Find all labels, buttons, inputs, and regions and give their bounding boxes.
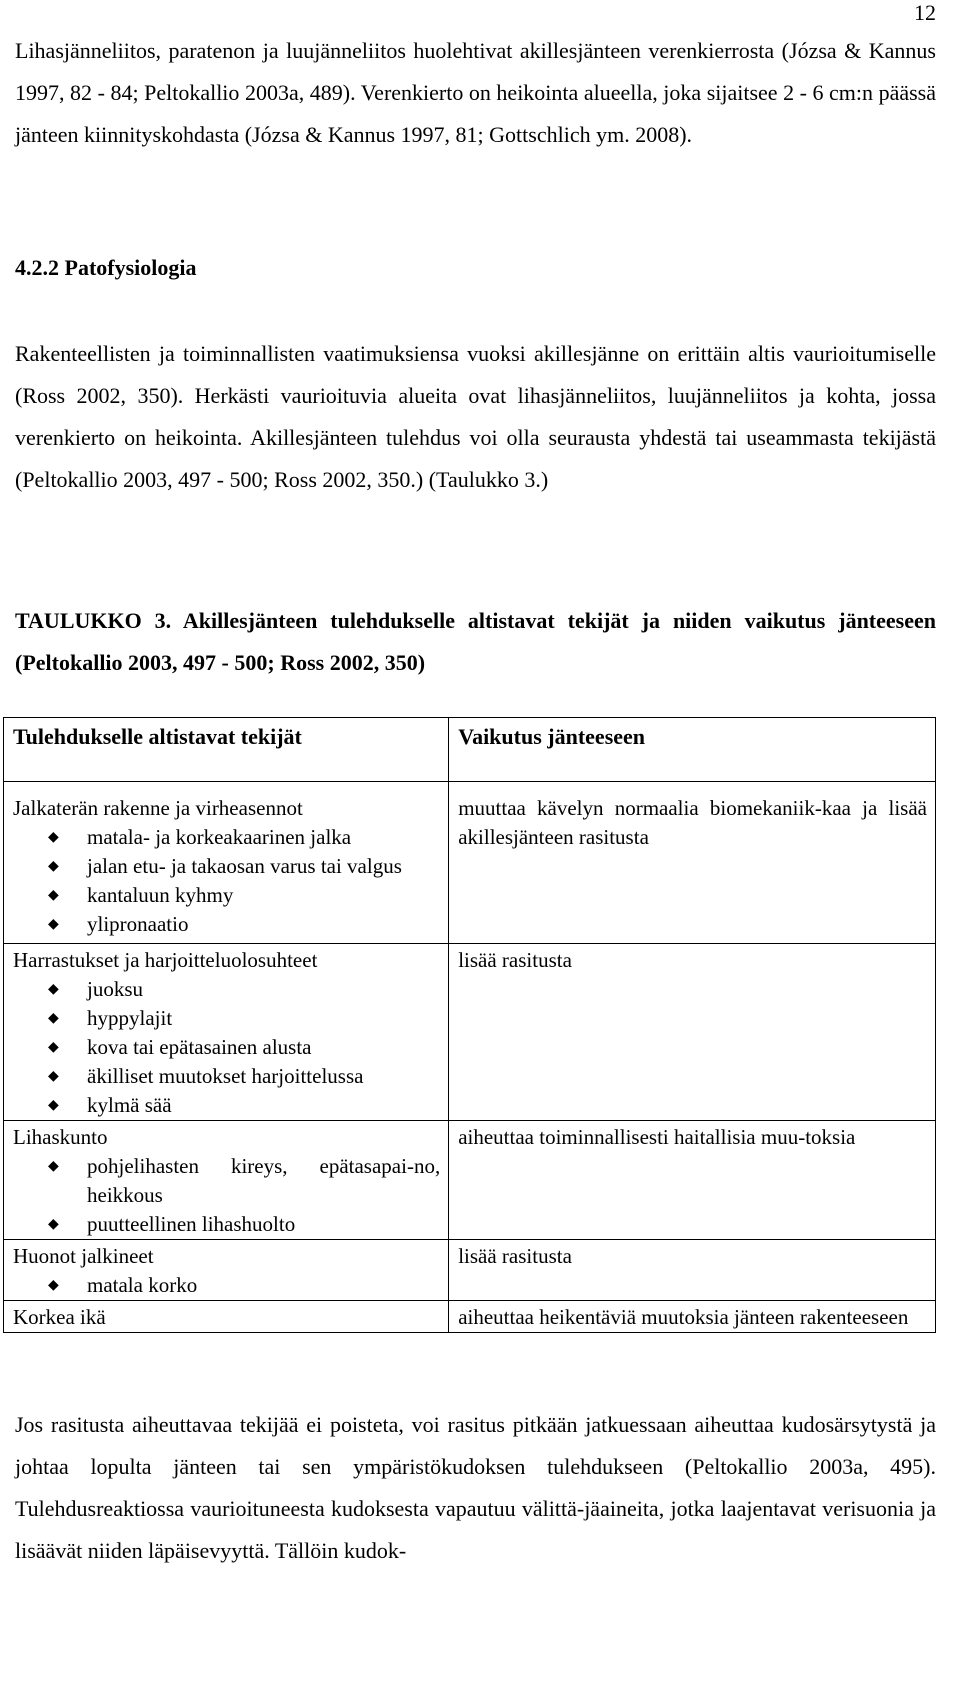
list-item-text: pohjelihasten kireys, epätasapai-no, heikkous — [87, 1154, 441, 1207]
factor-cell — [4, 782, 449, 944]
table-header-row — [4, 718, 936, 782]
effect-text: aiheuttaa heikentäviä muutoksia jänteen rakenteeseen — [458, 1305, 909, 1329]
table-row — [4, 1240, 936, 1301]
effect-cell — [449, 782, 936, 944]
risk-factor-table — [3, 717, 936, 1333]
table-row — [4, 782, 936, 944]
list-item-text: matala- ja korkeakaarinen jalka — [87, 825, 352, 849]
table-caption: TAULUKKO 3. Akillesjänteen tulehdukselle altistavat tekijät ja niiden vaikutus jänteeseen (Peltokallio 2003, 497 - 500; Ross 2002, 350) — [15, 608, 936, 675]
diamond-bullet-icon: ◆ — [48, 1011, 59, 1026]
diamond-bullet-icon: ◆ — [48, 1278, 59, 1293]
list-item — [13, 1062, 440, 1091]
factor-cell — [4, 944, 449, 1121]
effect-cell — [449, 1301, 936, 1333]
diamond-bullet-icon: ◆ — [48, 1159, 59, 1174]
section-heading: 4.2.2 Patofysiologia — [15, 255, 197, 280]
list-item-text: hyppylajit — [87, 1006, 173, 1030]
table-row — [4, 1121, 936, 1240]
factor-title: Korkea ikä — [13, 1305, 106, 1329]
factor-cell — [4, 1121, 449, 1240]
paragraph-blood-supply: Lihasjänneliitos, paratenon ja luujänneliitos huolehtivat akillesjänteen verenkierrosta (Józsa & Kannus 1997, 82 - 84; Peltokallio 2003a, 489). Verenkierto on heikointa alueella, joka sijaitsee 2 - 6 cm:n päässä jänteen kiinnityskohdasta (Józsa & Kannus 1997, 81; Gottschlich ym. 2008). — [15, 38, 936, 147]
factor-title: Harrastukset ja harjoitteluolosuhteet — [13, 948, 318, 972]
factor-title: Jalkaterän rakenne ja virheasennot — [13, 796, 303, 820]
header-factors: Tulehdukselle altistavat tekijät — [4, 718, 449, 782]
effect-text: aiheuttaa toiminnallisesti haitallisia muu-toksia — [458, 1125, 856, 1149]
list-item-text: juoksu — [87, 977, 144, 1001]
list-item-text: kantaluun kyhmy — [87, 883, 234, 907]
diamond-bullet-icon: ◆ — [48, 859, 59, 874]
factor-list — [13, 1271, 440, 1300]
diamond-bullet-icon: ◆ — [48, 917, 59, 932]
diamond-bullet-icon: ◆ — [48, 888, 59, 903]
effect-text: muuttaa kävelyn normaalia biomekaniik-kaa ja lisää akillesjänteen rasitusta — [458, 796, 927, 849]
list-item-text: äkilliset muutokset harjoittelussa — [87, 1064, 364, 1088]
list-item — [13, 1210, 440, 1239]
effect-cell — [449, 1121, 936, 1240]
list-item-text: matala korko — [87, 1273, 198, 1297]
list-item — [13, 823, 440, 852]
list-item — [13, 1271, 440, 1300]
table-body — [4, 782, 936, 1333]
diamond-bullet-icon: ◆ — [48, 982, 59, 997]
effect-cell — [449, 944, 936, 1121]
diamond-bullet-icon: ◆ — [48, 1098, 59, 1113]
list-item-text: kylmä sää — [87, 1093, 172, 1117]
list-item — [13, 852, 440, 881]
effect-text: lisää rasitusta — [458, 948, 572, 972]
table-row — [4, 944, 936, 1121]
list-item-text: ylipronaatio — [87, 912, 189, 936]
paragraph-inflammation: Jos rasitusta aiheuttavaa tekijää ei poisteta, voi rasitus pitkään jatkuessaan aiheuttaa kudosärsytystä ja johtaa lopulta jänteen tai sen ympäristökudoksen tulehdukseen (Peltokallio 2003a, 495). Tulehdusreaktiossa vaurioituneesta kudoksesta vapautuu välittä-jäaineita, jotka laajentavat verisuonia ja lisäävät niiden läpäisevyyttä. Tällöin kudok- — [15, 1412, 936, 1563]
list-item — [13, 1004, 440, 1033]
list-item-text: puutteellinen lihashuolto — [87, 1212, 296, 1236]
factor-cell — [4, 1301, 449, 1333]
list-item — [13, 1091, 440, 1120]
diamond-bullet-icon: ◆ — [48, 1217, 59, 1232]
list-item — [13, 881, 440, 910]
list-item — [13, 910, 440, 939]
factor-cell — [4, 1240, 449, 1301]
list-item — [13, 1033, 440, 1062]
factor-list — [13, 823, 440, 939]
diamond-bullet-icon: ◆ — [48, 1040, 59, 1055]
effect-cell — [449, 1240, 936, 1301]
table-row — [4, 1301, 936, 1333]
factor-title: Lihaskunto — [13, 1125, 108, 1149]
diamond-bullet-icon: ◆ — [48, 830, 59, 845]
list-item — [13, 975, 440, 1004]
factor-list — [13, 1152, 440, 1239]
paragraph-pathophysiology: Rakenteellisten ja toiminnallisten vaatimuksiensa vuoksi akillesjänne on erittäin altis vaurioitumiselle (Ross 2002, 350). Herkästi vaurioituvia alueita ovat lihasjänneliitos, luujänneliitos ja kohta, jossa verenkierto on heikointa. Akillesjänteen tulehdus voi olla seurausta yhdestä tai useammasta tekijästä (Peltokallio 2003, 497 - 500; Ross 2002, 350.) (Taulukko 3.) — [15, 341, 936, 492]
diamond-bullet-icon: ◆ — [48, 1069, 59, 1084]
factor-title: Huonot jalkineet — [13, 1244, 154, 1268]
page-number: 12 — [914, 0, 936, 25]
effect-text: lisää rasitusta — [458, 1244, 572, 1268]
header-effect: Vaikutus jänteeseen — [449, 718, 936, 782]
list-item — [13, 1152, 440, 1210]
factor-list — [13, 975, 440, 1120]
list-item-text: jalan etu- ja takaosan varus tai valgus — [87, 854, 402, 878]
list-item-text: kova tai epätasainen alusta — [87, 1035, 312, 1059]
